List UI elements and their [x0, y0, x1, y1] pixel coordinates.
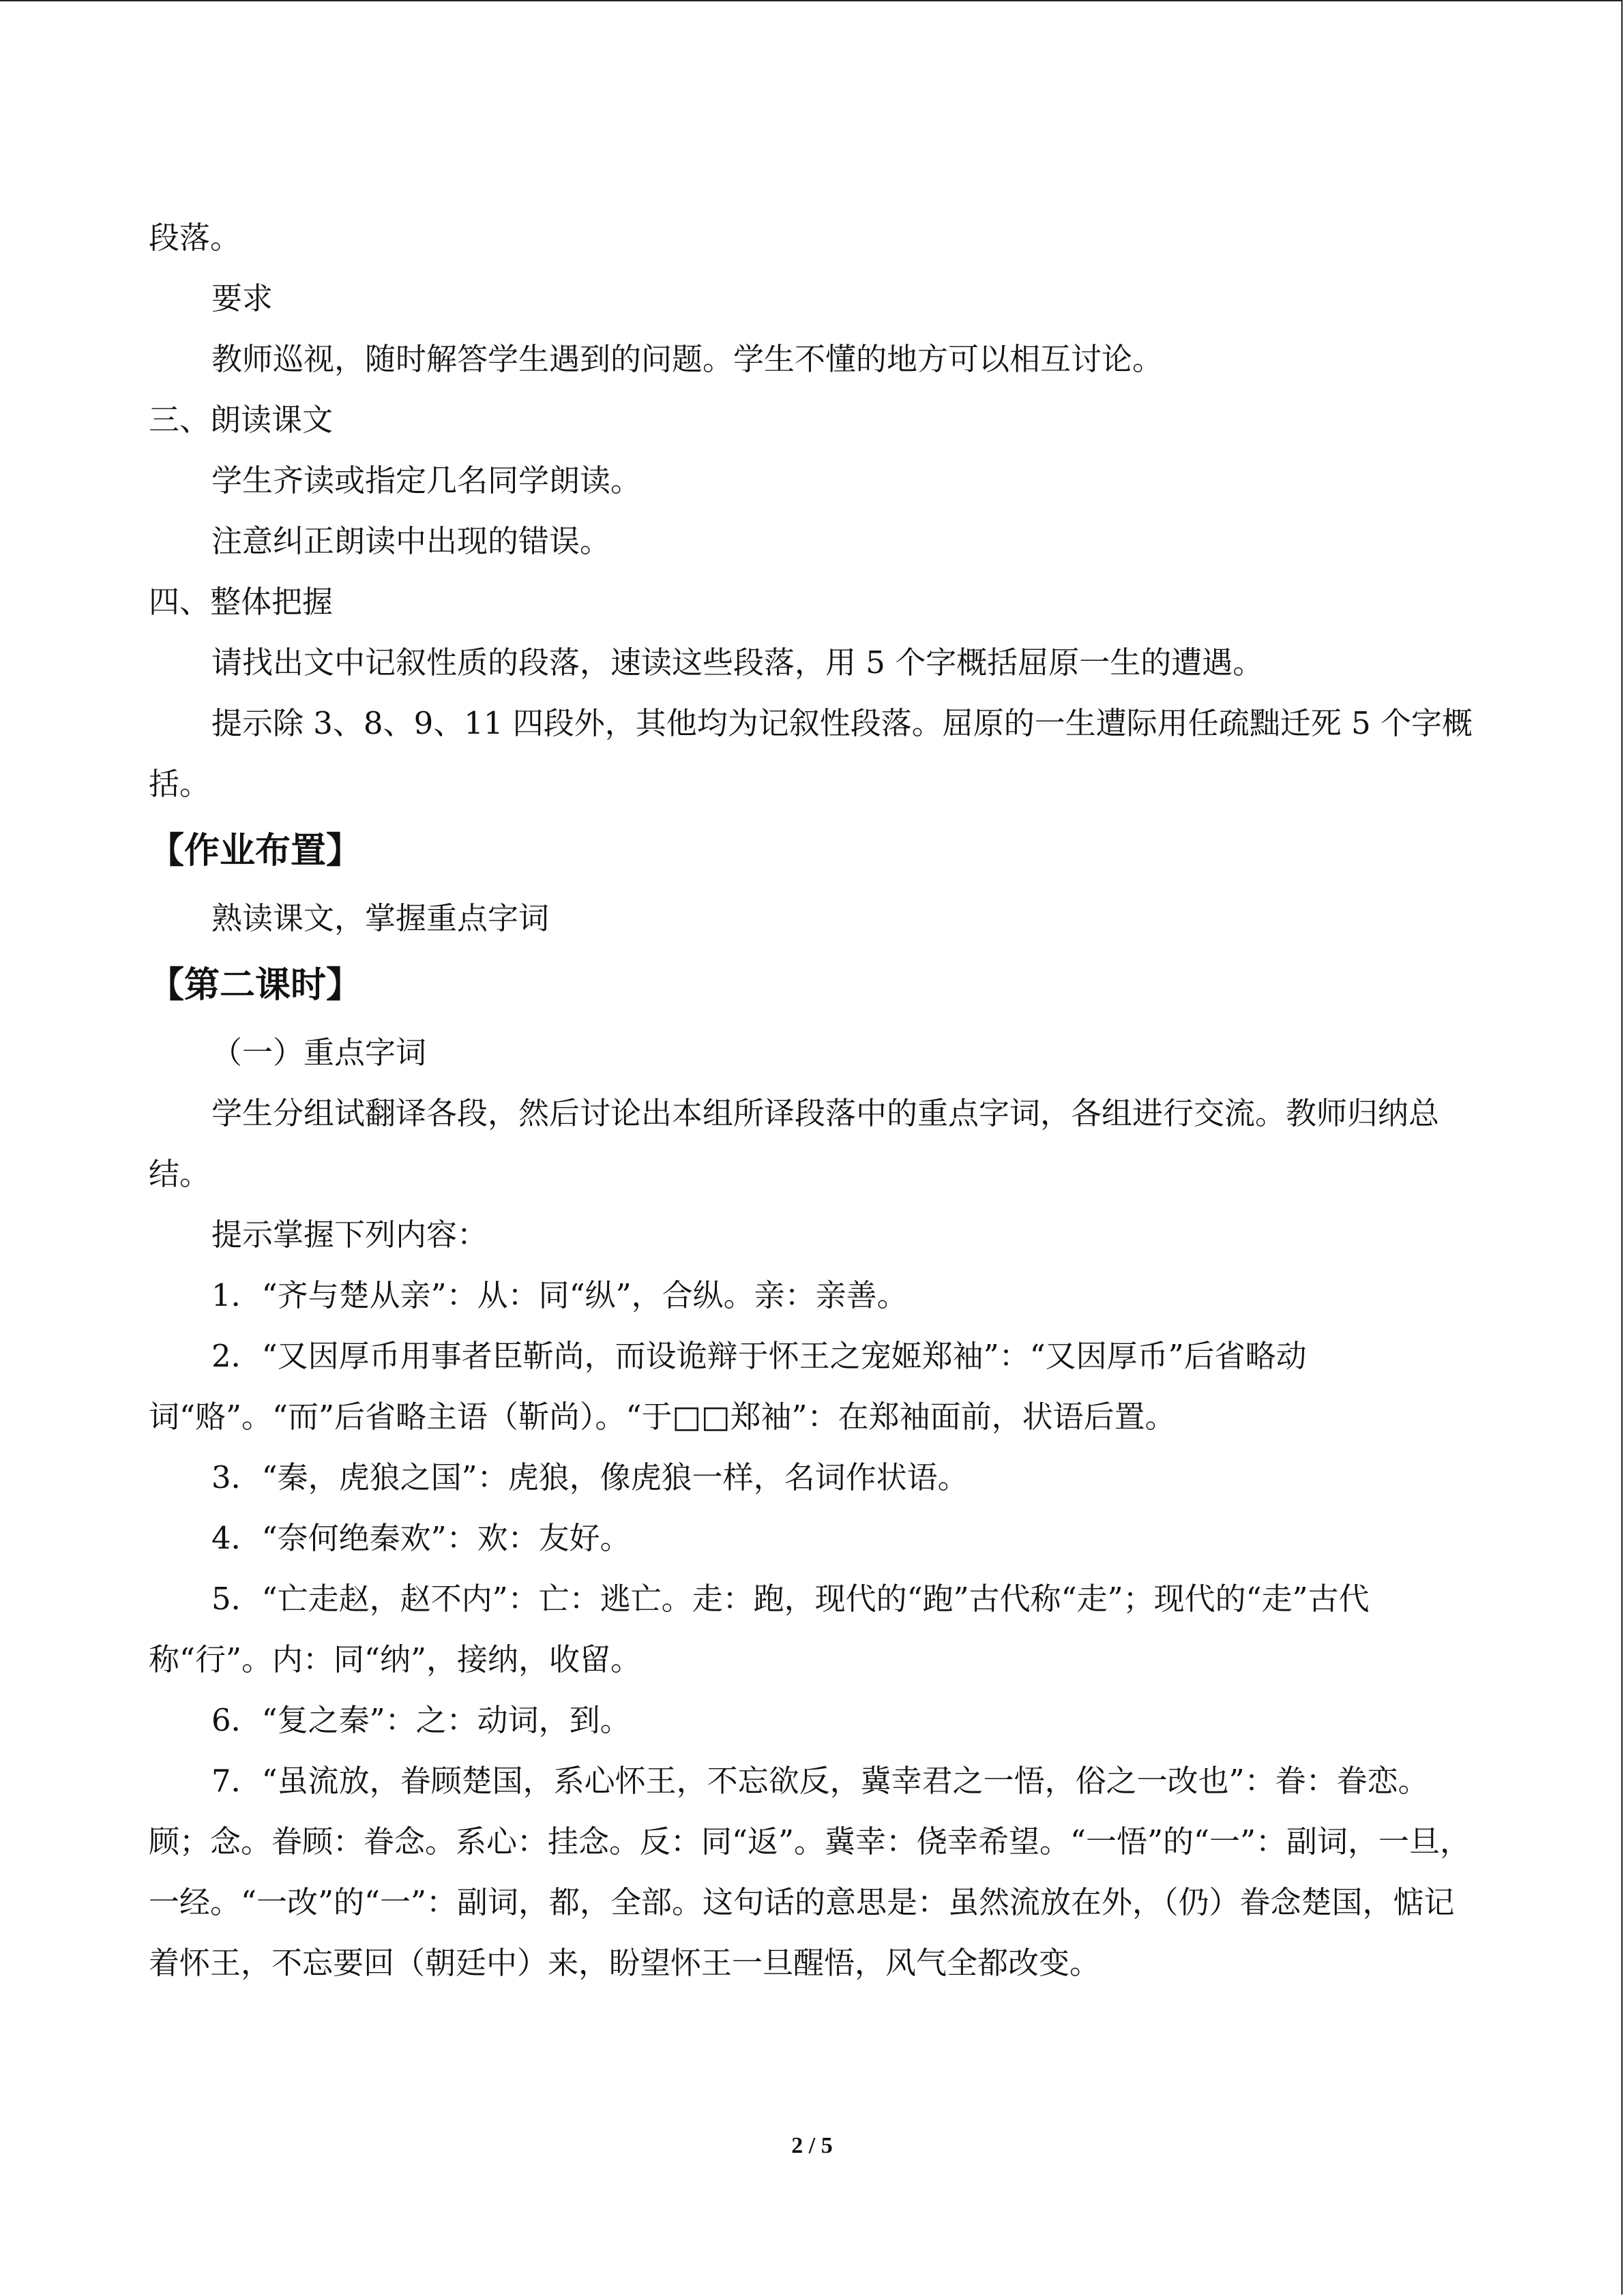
section-heading-read-aloud: 三、朗读课文: [149, 402, 334, 438]
list-item-6: 6．“复之秦”：之：动词，到。: [211, 1702, 631, 1738]
paragraph-hint-intro: 提示掌握下列内容：: [211, 1217, 488, 1253]
paragraph-find-narrative: 请找出文中记叙性质的段落，速读这些段落，用 5 个字概括屈原一生的遭遇。: [211, 644, 1264, 681]
paragraph-teacher-patrol: 教师巡视，随时解答学生遇到的问题。学生不懂的地方可以相互讨论。: [211, 341, 1164, 377]
document-body: [149, 207, 1476, 1993]
list-item-7: 7．“虽流放，眷顾楚国，系心怀王，不忘欲反，冀幸君之一悟，俗之一改也”：眷：眷恋。顾；念。眷顾：眷念。系心：挂念。反：同“返”。冀幸：侥幸希望。“一悟”的“一”：副词，一旦，一经。“一改”的“一”：副词，都，全部。这句话的意思是：虽然流放在外，（仍）眷念楚国，惦记着怀王，不忘要回（朝廷中）来，盼望怀王一旦醒悟，风气全都改变。: [149, 1763, 1471, 1981]
section-heading-overall-grasp: 四、整体把握: [149, 584, 334, 620]
heading-second-lesson: 【第二课时】: [149, 965, 362, 1006]
list-item-4: 4．“奈何绝秦欢”：欢：友好。: [211, 1520, 631, 1556]
paragraph-hint-summary: 提示除 3、8、9、11 四段外，其他均为记叙性段落。屈原的一生遭际用任疏黜迁死 5 个字概括。: [149, 705, 1473, 802]
list-item-3: 3．“秦，虎狼之国”：虎狼，像虎狼一样，名词作状语。: [211, 1459, 969, 1495]
subheading-key-words: （一）重点字词: [211, 1034, 427, 1071]
list-item-5: 5．“亡走赵，赵不内”：亡：逃亡。走：跑，现代的“跑”古代称“走”；现代的“走”古代称“行”。内：同“纳”，接纳，收留。: [149, 1581, 1370, 1678]
paragraph-requirement-label: 要求: [211, 280, 274, 316]
paragraph-homework-content: 熟读课文，掌握重点字词: [211, 900, 550, 936]
paragraph-correct-errors: 注意纠正朗读中出现的错误。: [211, 523, 611, 559]
paragraph-group-reading: 学生齐读或指定几名同学朗读。: [211, 462, 642, 498]
page-number: 2 / 5: [791, 2133, 833, 2158]
heading-homework: 【作业布置】: [149, 831, 362, 871]
paragraph-group-translation: 学生分组试翻译各段，然后讨论出本组所译段落中的重点字词，各组进行交流。教师归纳总结。: [149, 1095, 1440, 1192]
paragraph-continuation: 段落。: [149, 220, 241, 256]
list-item-1: 1．“齐与楚从亲”：从：同“纵”，合纵。亲：亲善。: [211, 1277, 908, 1313]
list-item-2: 2．“又因厚币用事者臣靳尚，而设诡辩于怀王之宠姬郑袖”：“又因厚币”后省略动词“赂”。“而”后省略主语（靳尚）。“于□□郑袖”：在郑袖面前，状语后置。: [149, 1338, 1307, 1435]
